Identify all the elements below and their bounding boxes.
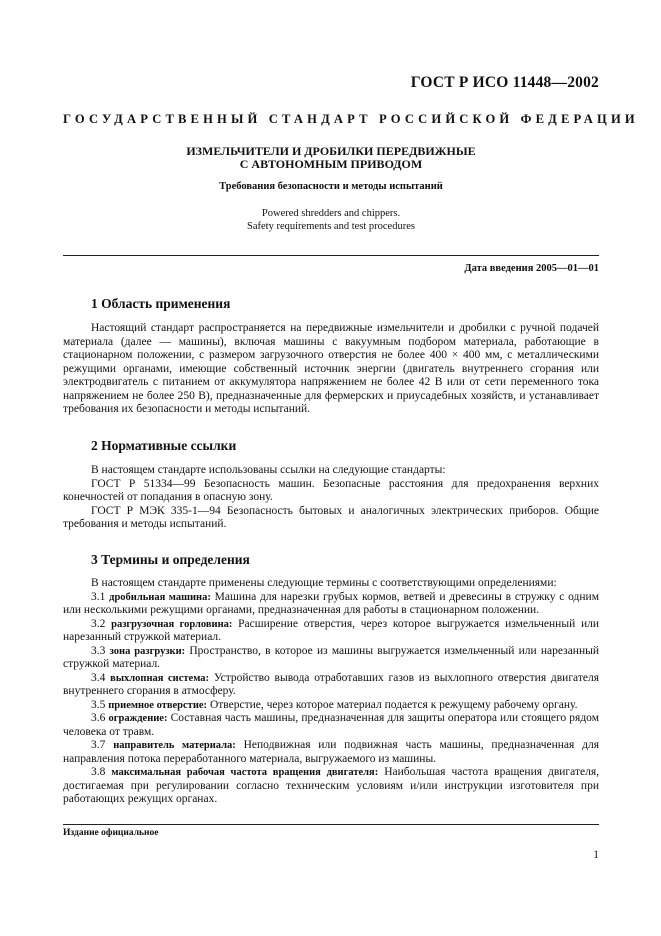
section-1-body: [63, 322, 599, 417]
term-definition: 3.1 дробильная машина: Машина для нарезки грубых кормов, ветвей и древесины в стружку с одним или несколькими режущими органами, предназначенная для работы в стационарном положении.: [63, 590, 599, 616]
standard-code: ГОСТ Р ИСО 11448—2002: [410, 74, 599, 91]
official-edition-label: Издание официальное: [63, 828, 159, 838]
term-definition: 3.7 направитель материала: Неподвижная или подвижная часть машины, предназначенная для направления потока переработанного материала, выгружаемого из машины.: [63, 739, 600, 765]
section-2-heading: 2 Нормативные ссылки: [91, 438, 237, 453]
section-2-body: [63, 464, 599, 532]
term-definition: 3.2 разгрузочная горловина: Расширение отверстия, через которое выгружается измельченный или нарезанный стружкой материал.: [63, 617, 599, 643]
footer-divider: [63, 824, 599, 825]
document-title: [63, 145, 599, 171]
section-3-heading: 3 Термины и определения: [91, 552, 250, 567]
document-subtitle: Требования безопасности и методы испытаний: [219, 181, 443, 192]
introduction-date: Дата введения 2005—01—01: [464, 263, 599, 274]
section-2-intro: В настоящем стандарте использованы ссылки на следующие стандарты:: [91, 464, 446, 476]
term-definition: 3.8 максимальная рабочая частота вращения двигателя: Наибольшая частота вращения двигателя, достигаемая при регулировании согласно техническим условиям и/или инструкции изготовителя при работающих режущих органах.: [63, 766, 599, 805]
english-title: [63, 207, 599, 233]
section-1-heading: 1 Область применения: [91, 296, 231, 311]
section-1-paragraph: Настоящий стандарт распространяется на передвижные измельчители и дробилки с ручной подачей материала (далее — машины), включая машины с вакуумным подбором материала, работающие в стационарном положении, с размером загрузочного отверстия не более 400 × 400 мм, с металлическими режущими органами, имеющие собственный источник энергии (двигатель внутреннего сгорания или электродвигатель с питанием от аккумулятора напряжением не более 42 В или от сети переменного тока напряжением не более 250 В), предназначенные для фермерских и приусадебных хозяйств, и устанавливает требования их безопасности и методы испытаний.: [63, 322, 599, 415]
title-line-1: ИЗМЕЛЬЧИТЕЛИ И ДРОБИЛКИ ПЕРЕДВИЖНЫЕ: [186, 144, 476, 158]
header-divider: [63, 255, 599, 256]
reference-1: ГОСТ Р 51334—99 Безопасность машин. Безопасные расстояния для предохранения верхних конечностей от попадания в опасную зону.: [63, 477, 599, 503]
page-number: 1: [593, 849, 599, 861]
section-3-intro: В настоящем стандарте применены следующие термины с соответствующими определениями:: [91, 577, 557, 589]
term-definition: 3.3 зона разгрузки: Пространство, в которое из машины выгружается измельченный или нарезанный стружкой материал.: [63, 644, 599, 670]
term-definition: 3.5 приемное отверстие: Отверстие, через которое материал подается к режущему рабочему органу.: [91, 698, 578, 711]
reference-2: ГОСТ Р МЭК 335-1—94 Безопасность бытовых и аналогичных электрических приборов. Общие требования и методы испытаний.: [63, 504, 599, 530]
title-line-2: С АВТОНОМНЫМ ПРИВОДОМ: [239, 157, 423, 171]
term-definition: 3.6 ограждение: Составная часть машины, предназначенная для защиты оператора или стоящего рядом человека от травм.: [63, 712, 599, 738]
term-definition: 3.4 выхлопная система: Устройство вывода отработавших газов из выхлопного отверстия двигателя внутреннего сгорания в атмосферу.: [63, 671, 600, 697]
state-standard-heading: ГОСУДАРСТВЕННЫЙ СТАНДАРТ РОССИЙСКОЙ ФЕДЕРАЦИИ: [63, 112, 639, 126]
english-title-line-2: Safety requirements and test procedures: [247, 221, 415, 232]
english-title-line-1: Powered shredders and chippers.: [261, 208, 401, 219]
section-3-body: [63, 577, 599, 807]
